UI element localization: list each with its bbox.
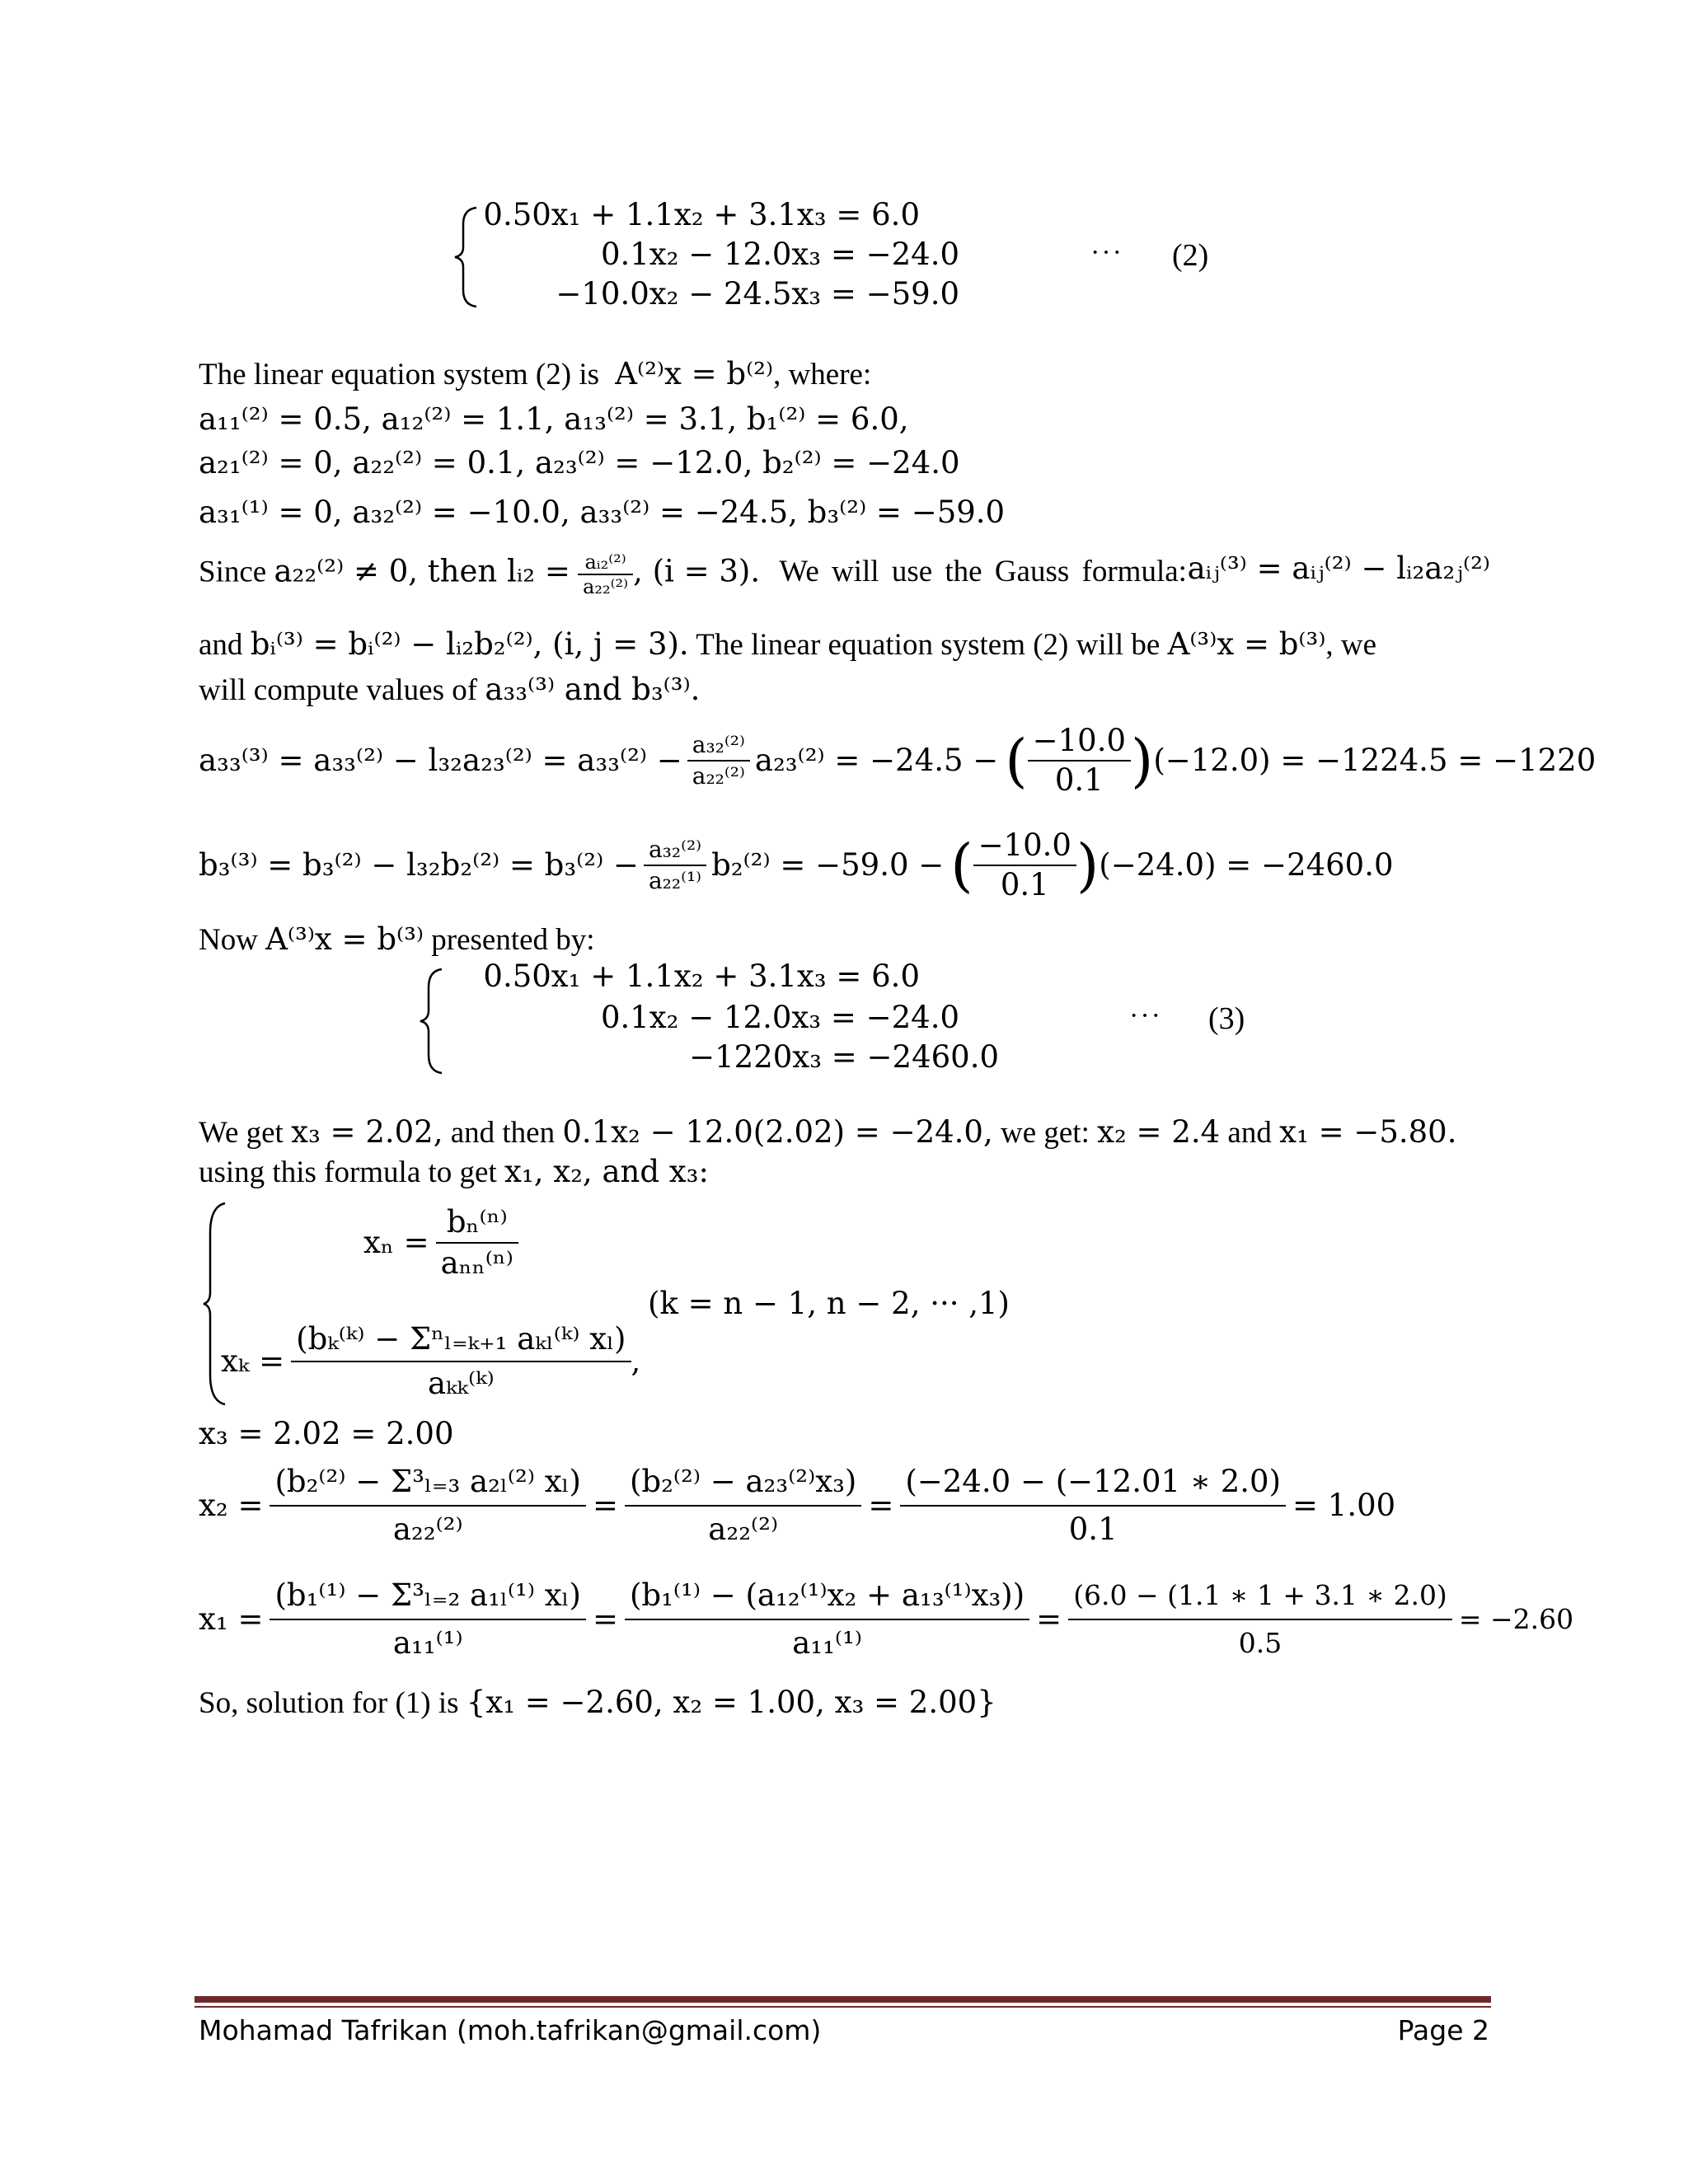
sol-x1: [199, 1566, 1573, 1673]
line-b-and: and: [199, 628, 243, 662]
sol-x1-frac3-num: (6.0 − (1.1 ∗ 1 + 3.1 ∗ 2.0): [1068, 1572, 1452, 1620]
calc-a33-lparen: (: [1005, 727, 1028, 794]
calc-a33-mid: a₂₃⁽²⁾ = −24.5 −: [754, 743, 999, 778]
calc-b3-mid: b₂⁽²⁾ = −59.0 −: [711, 847, 945, 883]
since-line: [199, 551, 1490, 598]
formula-xk-num: (bₖ⁽ᵏ⁾ − Σⁿₗ₌ₖ₊₁ aₖₗ⁽ᵏ⁾ xₗ): [291, 1318, 631, 1362]
gauss-formula: aᵢⱼ⁽³⁾ = aᵢⱼ⁽²⁾ − lᵢ₂a₂ⱼ⁽²⁾: [1187, 551, 1490, 586]
calc-a33-paren-frac: [1028, 722, 1131, 799]
since-frac-den: a₂₂⁽²⁾: [583, 575, 629, 598]
result-we-get2: we get:: [1000, 1116, 1090, 1150]
since-word: Since: [199, 555, 267, 589]
sol-x2: [199, 1452, 1395, 1559]
coef-row3: a₃₁⁽¹⁾ = 0, a₃₂⁽²⁾ = −10.0, a₃₃⁽²⁾ = −24.5, b₃⁽²⁾ = −59.0: [199, 494, 1006, 530]
calc-b3-paren-num: −10.0: [973, 827, 1076, 866]
para1-intro: The linear equation system (2) is: [199, 358, 600, 391]
system2-eq3: −10.0x₂ − 24.5x₃ = −59.0: [556, 276, 959, 312]
solution-line: [199, 1685, 996, 1722]
sol-x1-frac2-num: (b₁⁽¹⁾ − (a₁₂⁽¹⁾x₂ + a₁₃⁽¹⁾x₃)): [625, 1572, 1029, 1620]
since-frac-num: aᵢ₂⁽²⁾: [578, 551, 633, 575]
sol-x2-frac2-num: (b₂⁽²⁾ − a₂₃⁽²⁾x₃): [625, 1459, 861, 1507]
system3-eq1: 0.50x₁ + 1.1x₂ + 3.1x₃ = 6.0: [483, 958, 920, 994]
calc-a33-paren-num: −10.0: [1028, 722, 1131, 762]
formula-xn-frac: [436, 1202, 518, 1283]
result-eq: 0.1x₂ − 12.0(2.02) = −24.0,: [562, 1114, 993, 1150]
footer-rule-thin: [195, 2006, 1491, 2008]
using-text: using this formula to get: [199, 1155, 497, 1189]
formula-xn-den: aₙₙ⁽ⁿ⁾: [440, 1245, 513, 1281]
sol-x2-frac1-den: a₂₂⁽²⁾: [392, 1511, 463, 1547]
sol-x1-frac1-num: (b₁⁽¹⁾ − Σ³ₗ₌₂ a₁ₗ⁽¹⁾ xₗ): [270, 1572, 586, 1620]
sol-x2-frac1-num: (b₂⁽²⁾ − Σ³ₗ₌₃ a₂ₗ⁽²⁾ xₗ): [270, 1459, 586, 1507]
result-we-get: We get: [199, 1116, 284, 1150]
line-b-we: , we: [1325, 628, 1377, 662]
calc-a33-frac-den: a₂₂⁽²⁾: [692, 762, 745, 790]
system2-number: (2): [1172, 238, 1209, 273]
sol-x1-frac2: [625, 1572, 1029, 1666]
sol-x2-frac1: [270, 1459, 586, 1553]
since-condition: a₂₂⁽²⁾ ≠ 0, then lᵢ₂ =: [274, 553, 570, 589]
sol-x1-frac1: [270, 1572, 586, 1666]
sol-x1-eq1: =: [592, 1601, 618, 1637]
using-line: [199, 1154, 709, 1191]
system2-dots: ···: [1090, 237, 1123, 268]
formula-xk-comma: ,: [631, 1343, 641, 1379]
coef-row1: a₁₁⁽²⁾ = 0.5, a₁₂⁽²⁾ = 1.1, a₁₃⁽²⁾ = 3.1, b₁⁽²⁾ = 6.0,: [199, 401, 909, 437]
now-text: Now: [199, 923, 258, 957]
since-range: , (i = 3).: [633, 553, 761, 589]
calc-a33-frac-num: a₃₂⁽²⁾: [687, 730, 750, 762]
calc-b3-rhs: (−24.0) = −2460.0: [1099, 847, 1394, 883]
para1-line: [199, 356, 871, 393]
calc-a33: [199, 715, 1596, 806]
system3-number: (3): [1208, 1001, 1245, 1036]
sol-x1-frac3: [1068, 1572, 1452, 1666]
sol-x1-eq2: =: [1036, 1601, 1062, 1637]
line-b-formula: bᵢ⁽³⁾ = bᵢ⁽²⁾ − lᵢ₂b₂⁽²⁾, (i, j = 3).: [250, 626, 689, 662]
formula-xn: [363, 1195, 518, 1291]
sol-x1-result: = −2.60: [1458, 1603, 1574, 1635]
sol-x3: x₃ = 2.02 = 2.00: [199, 1416, 454, 1451]
calc-b3-frac-num: a₃₂⁽²⁾: [644, 835, 706, 866]
line-b: [199, 626, 1490, 663]
compute-line: [199, 672, 700, 709]
system2-eq1: 0.50x₁ + 1.1x₂ + 3.1x₃ = 6.0: [483, 197, 920, 232]
sol-x2-frac3-den: 0.1: [1068, 1511, 1118, 1547]
coef-row2: a₂₁⁽²⁾ = 0, a₂₂⁽²⁾ = 0.1, a₂₃⁽²⁾ = −12.0, b₂⁽²⁾ = −24.0: [199, 445, 960, 480]
result-and: and: [1227, 1116, 1272, 1150]
para1-where: , where:: [773, 358, 872, 391]
line-b-text: The linear equation system (2) will be: [696, 628, 1160, 662]
using-vars: x₁, x₂, and x₃:: [504, 1154, 709, 1189]
sol-x2-lhs: x₂ =: [199, 1488, 264, 1523]
sol-x2-frac3: [900, 1459, 1286, 1553]
calc-a33-rhs: (−12.0) = −1224.5 = −1220: [1153, 743, 1597, 778]
since-fraction: [578, 551, 633, 598]
formula-xk: [221, 1310, 640, 1413]
calc-a33-frac: [687, 730, 750, 791]
calc-a33-lhs: a₃₃⁽³⁾ = a₃₃⁽²⁾ − l₃₂a₂₃⁽²⁾ = a₃₃⁽²⁾ −: [199, 743, 682, 778]
sol-x2-result: = 1.00: [1292, 1488, 1396, 1523]
sol-x1-lhs: x₁ =: [199, 1601, 264, 1637]
calc-b3-frac-den: a₂₂⁽¹⁾: [648, 867, 702, 894]
formula-range: (k = n − 1, n − 2, ··· ,1): [648, 1286, 1010, 1321]
line-b-system: A⁽³⁾x = b⁽³⁾: [1167, 626, 1326, 662]
calc-b3-lparen: (: [950, 832, 973, 899]
para1-system: A⁽²⁾x = b⁽²⁾: [615, 356, 774, 391]
sol-x1-frac1-den: a₁₁⁽¹⁾: [392, 1625, 463, 1661]
sol-x1-frac3-den: 0.5: [1238, 1627, 1282, 1659]
system2-eq2: 0.1x₂ − 12.0x₃ = −24.0: [600, 237, 959, 272]
calc-b3-lhs: b₃⁽³⁾ = b₃⁽²⁾ − l₃₂b₂⁽²⁾ = b₃⁽²⁾ −: [199, 847, 639, 883]
since-text: We will use the Gauss formula:: [779, 555, 1187, 589]
compute-text: will compute values of: [199, 673, 478, 707]
footer-page-number: Page 2: [1397, 2014, 1489, 2046]
formula-xn-lhs: xₙ =: [363, 1225, 429, 1260]
sol-x2-frac2: [625, 1459, 861, 1553]
calc-b3: [199, 820, 1394, 911]
left-brace-system-2: [452, 204, 480, 310]
solution-text: So, solution for (1) is: [199, 1686, 459, 1720]
now-presented: presented by:: [431, 923, 595, 957]
compute-vars: a₃₃⁽³⁾ and b₃⁽³⁾.: [485, 672, 701, 707]
sol-x2-eq2: =: [868, 1488, 894, 1523]
result-x3: x₃ = 2.02,: [291, 1114, 443, 1150]
formula-xk-den: aₖₖ⁽ᵏ⁾: [427, 1366, 495, 1401]
sol-x2-frac2-den: a₂₂⁽²⁾: [708, 1511, 779, 1547]
footer-rule-thick: [195, 1996, 1491, 2003]
left-brace-system-3: [417, 966, 445, 1076]
system3-eq3: −1220x₃ = −2460.0: [689, 1039, 999, 1075]
calc-b3-frac: [644, 835, 706, 896]
system3-dots: ···: [1129, 1001, 1162, 1031]
now-system: A⁽³⁾x = b⁽³⁾: [265, 921, 424, 957]
solution-set: {x₁ = −2.60, x₂ = 1.00, x₃ = 2.00}: [466, 1685, 996, 1720]
formula-xk-lhs: xₖ =: [221, 1343, 285, 1379]
footer-author: Mohamad Tafrikan (moh.tafrikan@gmail.com): [199, 2014, 822, 2046]
sol-x2-eq1: =: [592, 1488, 618, 1523]
calc-b3-paren-den: 0.1: [1000, 867, 1049, 902]
sol-x2-frac3-num: (−24.0 − (−12.01 ∗ 2.0): [900, 1459, 1286, 1507]
sol-x1-frac2-den: a₁₁⁽¹⁾: [792, 1625, 862, 1661]
result-line: [199, 1114, 1490, 1151]
system3-eq2: 0.1x₂ − 12.0x₃ = −24.0: [600, 1000, 959, 1035]
result-x2: x₂ = 2.4: [1097, 1114, 1221, 1150]
result-x1: x₁ = −5.80.: [1279, 1114, 1457, 1150]
calc-a33-paren-den: 0.1: [1054, 762, 1104, 798]
formula-xn-num: bₙ⁽ⁿ⁾: [436, 1202, 518, 1244]
calc-b3-rparen: ): [1076, 832, 1100, 899]
calc-a33-rparen: ): [1131, 727, 1154, 794]
formula-xk-frac: [291, 1318, 631, 1405]
now-line: [199, 921, 595, 958]
result-and-then: and then: [450, 1116, 556, 1150]
calc-b3-paren-frac: [973, 827, 1076, 904]
